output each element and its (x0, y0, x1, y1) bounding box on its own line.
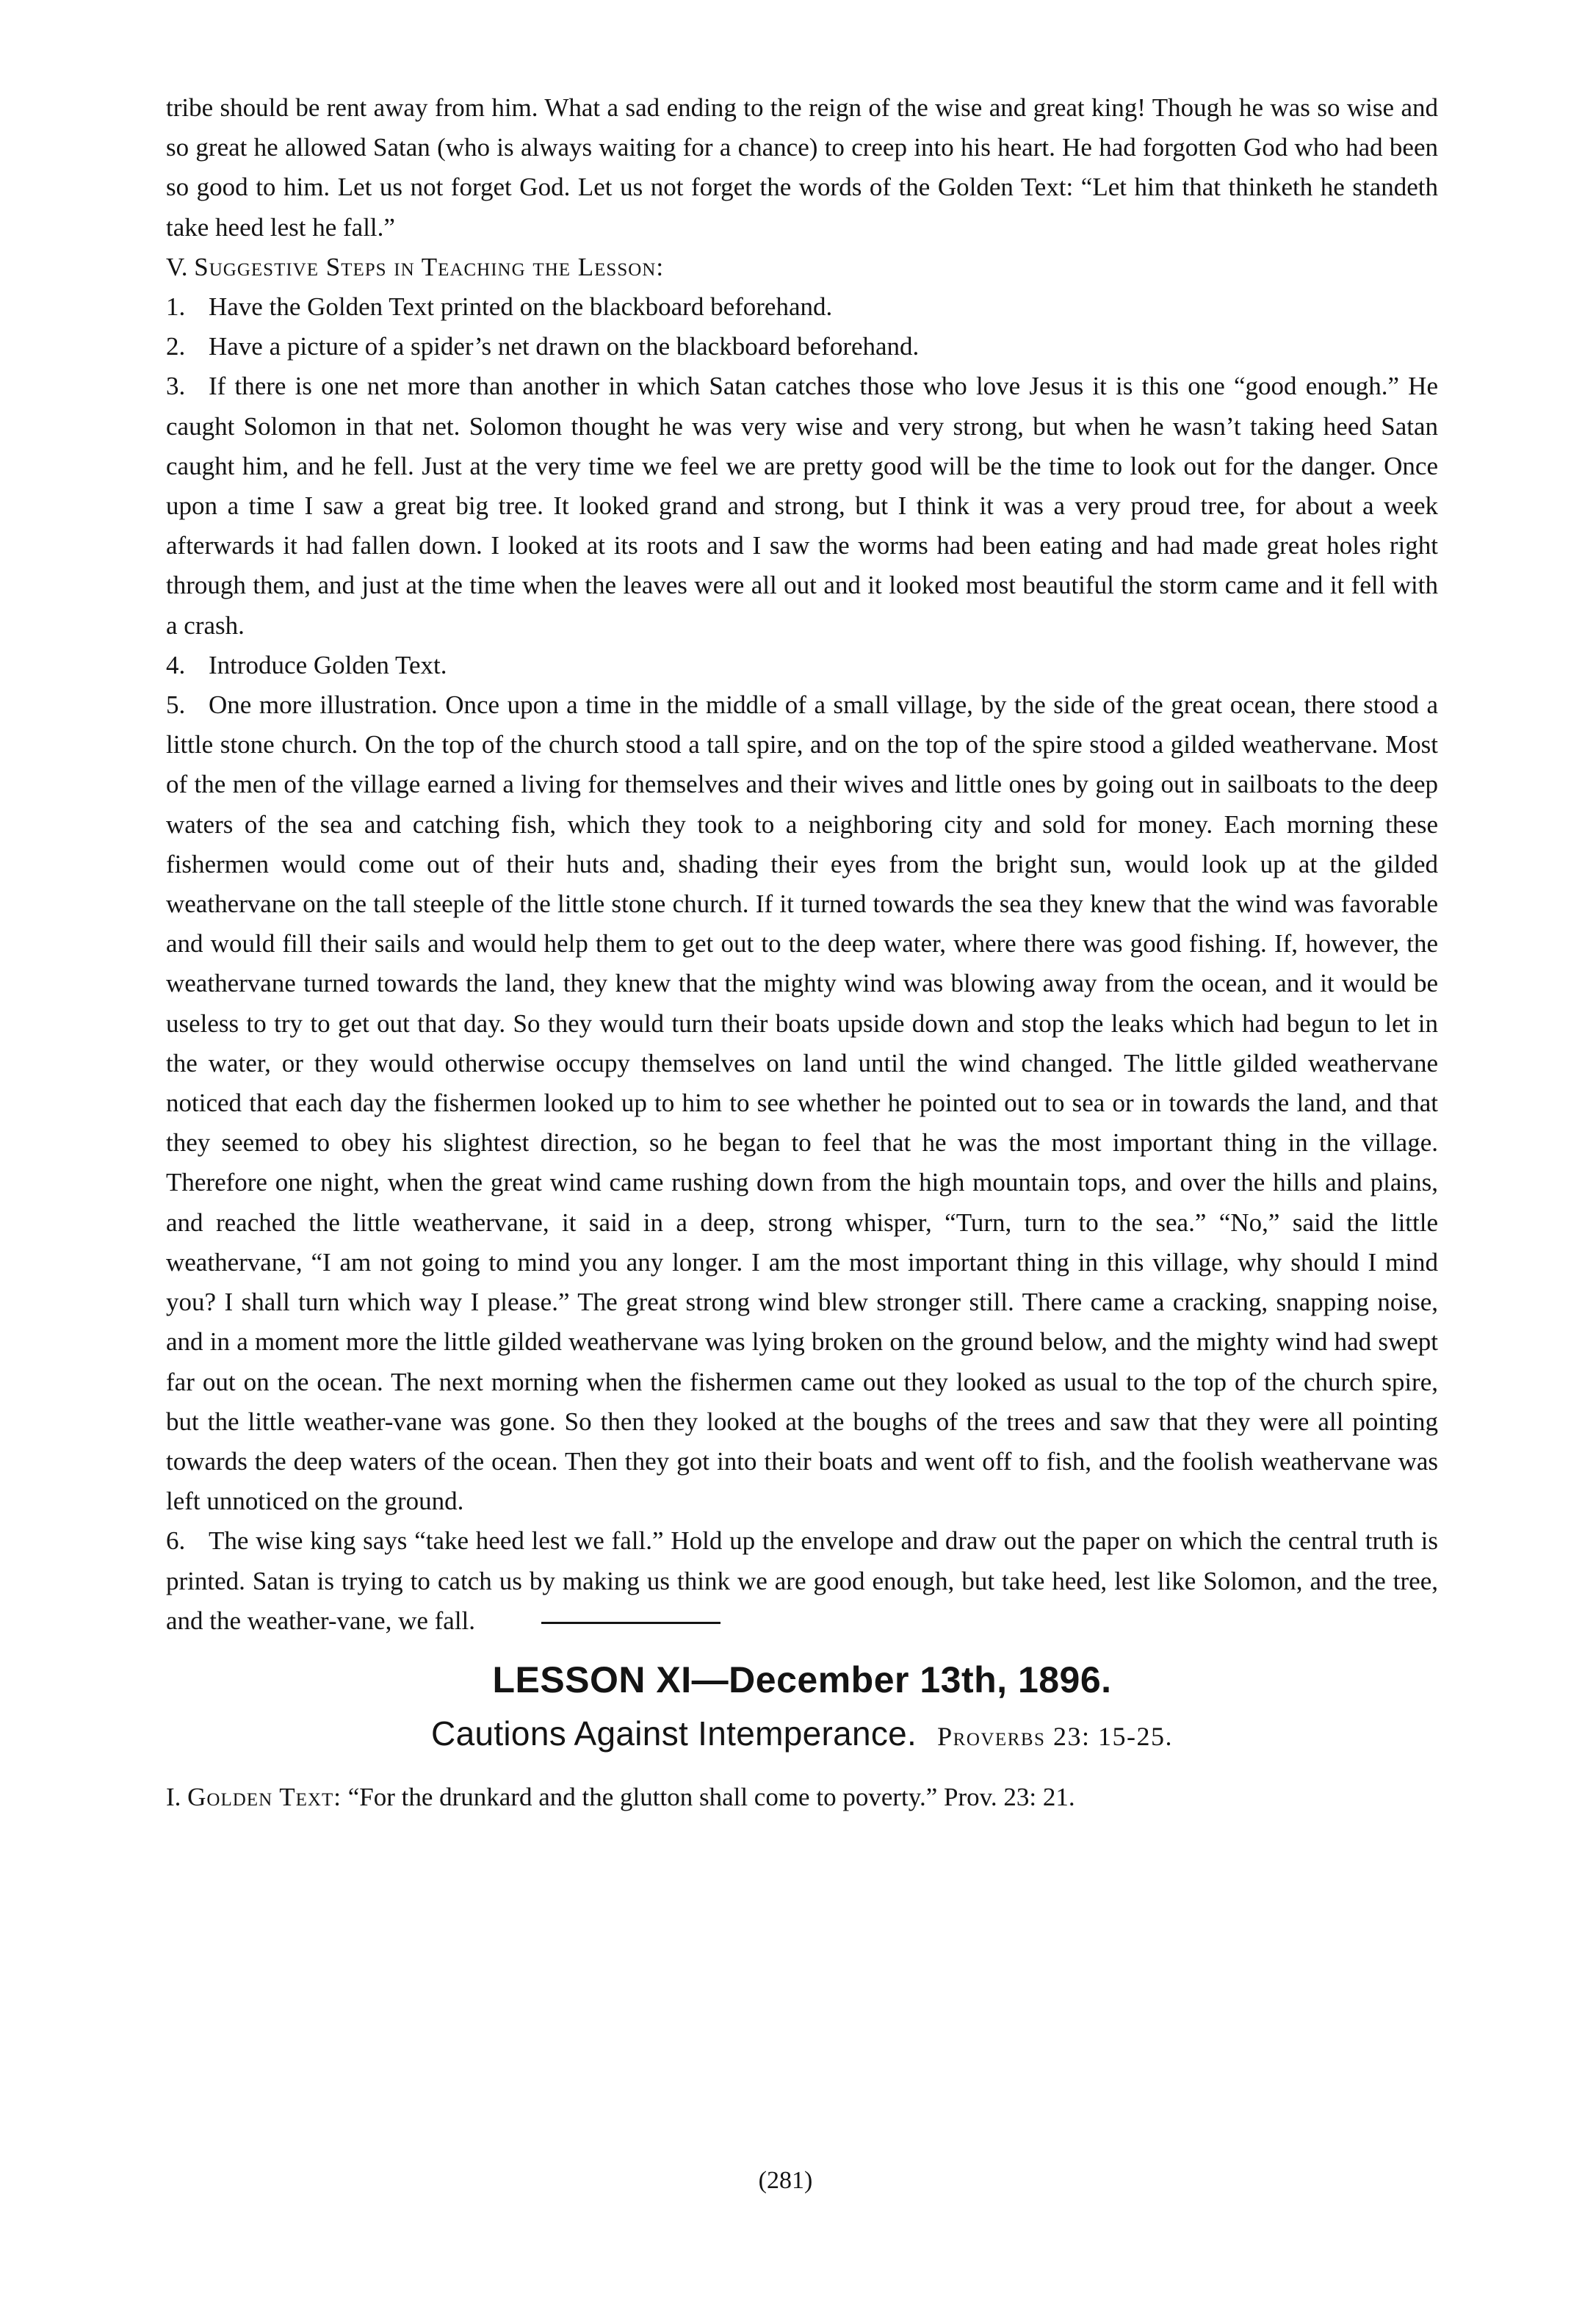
golden-text-quote: “For the drunkard and the glutton shall come to poverty.” Prov. 23: 21. (347, 1782, 1075, 1811)
lesson-subtitle (166, 1711, 1438, 1764)
step-number: 4. (166, 650, 186, 679)
section-divider-rule (541, 1622, 721, 1624)
step-6 (166, 1521, 1438, 1641)
step-5 (166, 685, 1438, 1521)
section-v-numeral: V. (166, 252, 188, 281)
step-1 (166, 287, 1438, 327)
step-number: 1. (166, 292, 186, 322)
step-number: 6. (166, 1526, 186, 1556)
step-number: 3. (166, 372, 186, 401)
step-text: The wise king says “take heed lest we fall.” Hold up the envelope and draw out the paper on which the central truth is printed. Satan is trying to catch us by making us think we are good enough, but take heed, lest like Solomon, and the tree, and the weather-vane, we fall. (166, 1526, 1438, 1635)
page-number: (281) (758, 2167, 813, 2194)
section-v-title: Suggestive Steps in Teaching the Lesson: (194, 252, 665, 281)
section-v-heading (166, 248, 1438, 287)
step-2 (166, 327, 1438, 367)
step-text: Introduce Golden Text. (209, 650, 447, 679)
step-text: If there is one net more than another in which Satan catches those who love Jesus it is this one “good enough.” He caught Solomon in that net. Solomon thought he was very wise and very strong, but when he wasn’t taking heed Satan caught him, and he fell. Just at the very time we feel we are pretty good will be the time to look out for the danger. Once upon a time I saw a great big tree. It looked grand and strong, but I think it was a very proud tree, for about a week afterwards it had fallen down. I looked at its roots and I saw the worms had been eating and had made great holes right through them, and just at the time when the leaves were all out and it looked most beautiful the storm came and it fell with a crash. (166, 372, 1438, 640)
golden-text (166, 1778, 1438, 1817)
lesson-topic: Cautions Against Intemperance. (431, 1714, 917, 1753)
lesson-scripture-reference: Proverbs 23: 15-25. (937, 1721, 1173, 1751)
step-text: Have the Golden Text printed on the blackboard beforehand. (209, 292, 833, 322)
step-text: One more illustration. Once upon a time in the middle of a small village, by the side of the great ocean, there stood a little stone church. On the top of the church stood a tall spire, and on the top of the spire stood a gilded weathervane. Most of the men of the village earned a living for themselves and their wives and little ones by going out in sailboats to the deep waters of the sea and catching fish, which they took to a neighboring city and sold for money. Each morning these fishermen would come out of their huts and, shading their eyes from the bright sun, would look up at the gilded weathervane on the tall steeple of the little stone church. If it turned towards the sea they knew that the wind was favorable and would fill their sails and would help them to get out to the deep water, where there was good fishing. If, however, the weathervane turned towards the land, they knew that the mighty wind was blowing away from the ocean, and it would be useless to try to get out that day. So they would turn their boats upside down and stop the leaks which had begun to let in the water, or they would otherwise occupy themselves on land until the wind changed. The little gilded weathervane noticed that each day the fishermen looked up to him to see whether he pointed out to sea or in towards the land, and that they seemed to obey his slightest direction, so he began to feel that he was the most important thing in the village. Therefore one night, when the great wind came rushing down from the high mountain tops, and over the hills and plains, and reached the little weathervane, it said in a deep, strong whisper, “Turn, turn to the sea.” “No,” said the little weathervane, “I am not going to mind you any longer. I am the most important thing in this village, why should I mind you? I shall turn which way I please.” The great strong wind blew stronger still. There came a cracking, snapping noise, and in a moment more the little gilded weathervane was lying broken on the ground below, and the mighty wind had swept far out on the ocean. The next morning when the fishermen came out they looked as usual to the top of the church spire, but the little weather-vane was gone. So then they looked at the boughs of the trees and saw that they were all pointing towards the deep waters of the ocean. Then they got into their boats and went off to fish, and the foolish weathervane was left unnoticed on the ground. (166, 690, 1438, 1516)
golden-text-label: Golden Text: (187, 1782, 342, 1811)
intro-paragraph: tribe should be rent away from him. What a sad ending to the reign of the wise and great king! Though he was so wise and so great he allowed Satan (who is always waiting for a chance) to creep into his heart. He had forgotten God who had been so good to him. Let us not forget God. Let us not forget the words of the Golden Text: “Let him that thinketh he standeth take heed lest he fall.” (166, 93, 1438, 242)
lesson-title: LESSON XI—December 13th, 1896. (492, 1659, 1112, 1700)
step-3 (166, 367, 1438, 645)
document-page (166, 88, 1438, 1817)
step-number: 5. (166, 690, 186, 720)
step-number: 2. (166, 332, 186, 361)
step-text: Have a picture of a spider’s net drawn on the blackboard beforehand. (209, 332, 920, 361)
golden-text-numeral: I. (166, 1782, 181, 1811)
step-4 (166, 646, 1438, 685)
